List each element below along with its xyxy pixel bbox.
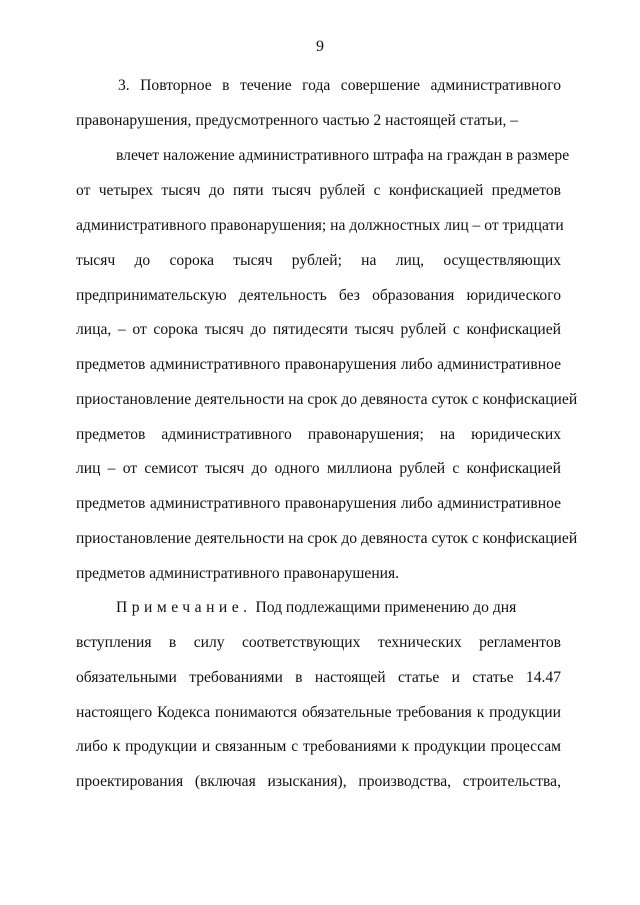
- note-line-4: настоящего Кодекса понимаются обязательные требования к продукции: [76, 704, 561, 721]
- penalty-line-9: предметов административного правонарушения; на юридических: [76, 426, 561, 443]
- note-line-2: вступления в силу соответствующих технических регламентов: [76, 634, 561, 651]
- penalty-line-11: предметов административного правонарушения либо административное: [76, 495, 561, 512]
- note-line-5: либо к продукции и связанным с требованиями к продукции процессам: [76, 738, 561, 755]
- penalty-line-1: влечет наложение административного штрафа на граждан в размере: [116, 147, 570, 164]
- paragraph-3-line-1: 3. Повторное в течение года совершение административного: [118, 77, 561, 94]
- penalty-line-8: приостановление деятельности на срок до девяноста суток с конфискацией: [76, 391, 578, 408]
- page-number: 9: [316, 38, 324, 55]
- penalty-line-5: предпринимательскую деятельность без образования юридического: [76, 287, 561, 304]
- penalty-line-6: лица, – от сорока тысяч до пятидесяти тысяч рублей с конфискацией: [76, 321, 561, 338]
- penalty-line-10: лиц – от семисот тысяч до одного миллиона рублей с конфискацией: [76, 460, 561, 477]
- note-line-3: обязательными требованиями в настоящей статье и статье 14.47: [76, 669, 561, 686]
- note-line-6: проектирования (включая изыскания), производства, строительства,: [76, 773, 561, 790]
- note-line-1: [116, 598, 561, 618]
- note-heading: Примечание.: [116, 599, 252, 616]
- paragraph-3-line-2: правонарушения, предусмотренного частью 2 настоящей статьи, –: [76, 112, 519, 129]
- note-first-line-text: Под подлежащими применению до дня: [251, 599, 517, 616]
- penalty-line-13: предметов административного правонарушения.: [76, 565, 400, 582]
- penalty-line-2: от четырех тысяч до пяти тысяч рублей с конфискацией предметов: [76, 182, 561, 199]
- penalty-line-12: приостановление деятельности на срок до девяноста суток с конфискацией: [76, 530, 578, 547]
- penalty-line-7: предметов административного правонарушения либо административное: [76, 356, 561, 373]
- penalty-line-4: тысяч до сорока тысяч рублей; на лиц, осуществляющих: [76, 252, 561, 269]
- penalty-line-3: административного правонарушения; на должностных лиц – от тридцати: [76, 217, 564, 234]
